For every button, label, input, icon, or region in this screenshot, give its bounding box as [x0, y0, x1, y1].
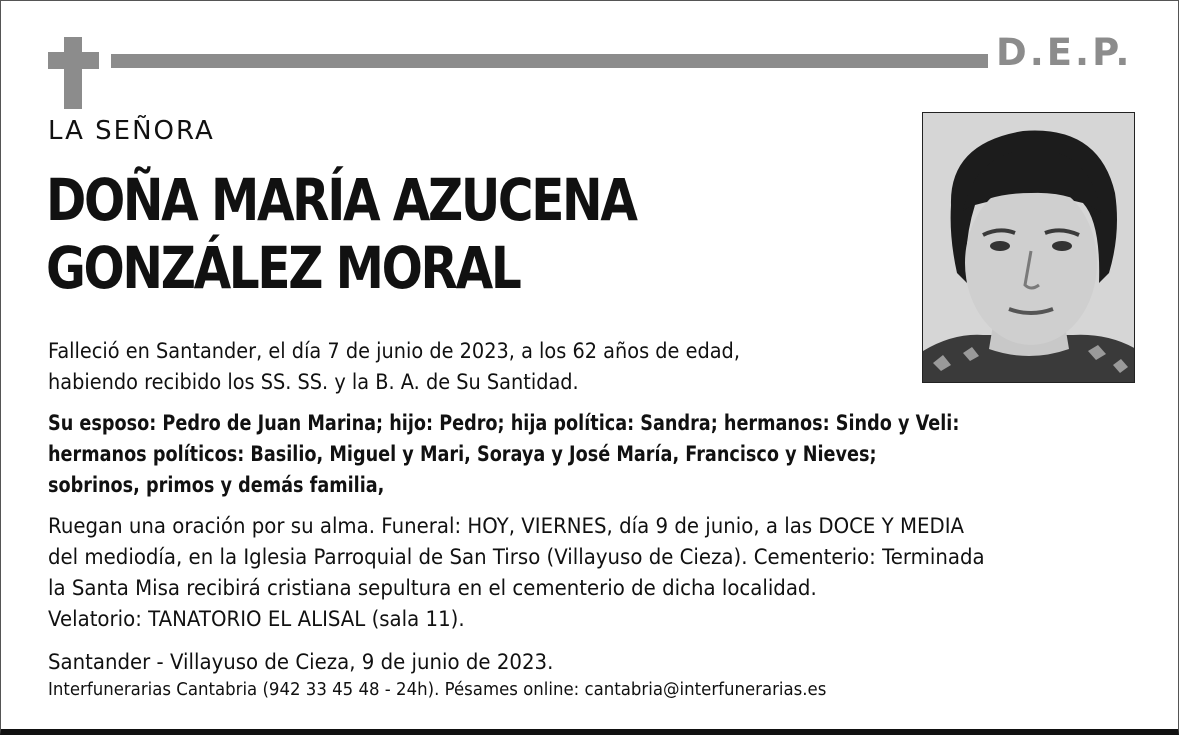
- death-notice-line: habiendo recibido los SS. SS. y la B. A. de Su Santidad.: [48, 370, 579, 394]
- honorific: LA SEÑORA: [48, 116, 215, 146]
- place-and-date: Santander - Villayuso de Cieza, 9 de junio de 2023.: [48, 650, 554, 674]
- portrait-photo: [922, 112, 1135, 383]
- funeral-line: del mediodía, en la Iglesia Parroquial de San Tirso (Villayuso de Cieza). Cementerio: Terminada: [48, 545, 985, 569]
- name-line-1: DOÑA MARÍA AZUCENA: [46, 166, 636, 234]
- death-notice: [48, 336, 740, 398]
- family-list: [48, 408, 959, 501]
- name-line-2: GONZÁLEZ MORAL: [46, 234, 520, 302]
- family-line: hermanos políticos: Basilio, Miguel y Mari, Soraya y José María, Francisco y Nieves;: [48, 442, 877, 466]
- funeral-home-contact: Interfunerarias Cantabria (942 33 45 48 - 24h). Pésames online: cantabria@interfunerarias.es: [48, 679, 827, 700]
- family-line: sobrinos, primos y demás familia,: [48, 473, 385, 497]
- deceased-name: [46, 166, 636, 302]
- cross-horizontal-bar: [48, 52, 99, 69]
- cross-vertical-bar: [64, 37, 82, 109]
- funeral-details: [48, 511, 985, 635]
- funeral-line: la Santa Misa recibirá cristiana sepultura en el cementerio de dicha localidad.: [48, 576, 817, 600]
- wake-line: Velatorio: TANATORIO EL ALISAL (sala 11).: [48, 607, 465, 631]
- funeral-line: Ruegan una oración por su alma. Funeral: HOY, VIERNES, día 9 de junio, a las DOCE Y MEDIA: [48, 514, 965, 538]
- death-notice-line: Falleció en Santander, el día 7 de junio de 2023, a los 62 años de edad,: [48, 339, 740, 363]
- dep-label: D.E.P.: [996, 31, 1133, 74]
- header-rule: [111, 54, 988, 68]
- family-line: Su esposo: Pedro de Juan Marina; hijo: Pedro; hija política: Sandra; hermanos: Sindo y Veli:: [48, 411, 960, 435]
